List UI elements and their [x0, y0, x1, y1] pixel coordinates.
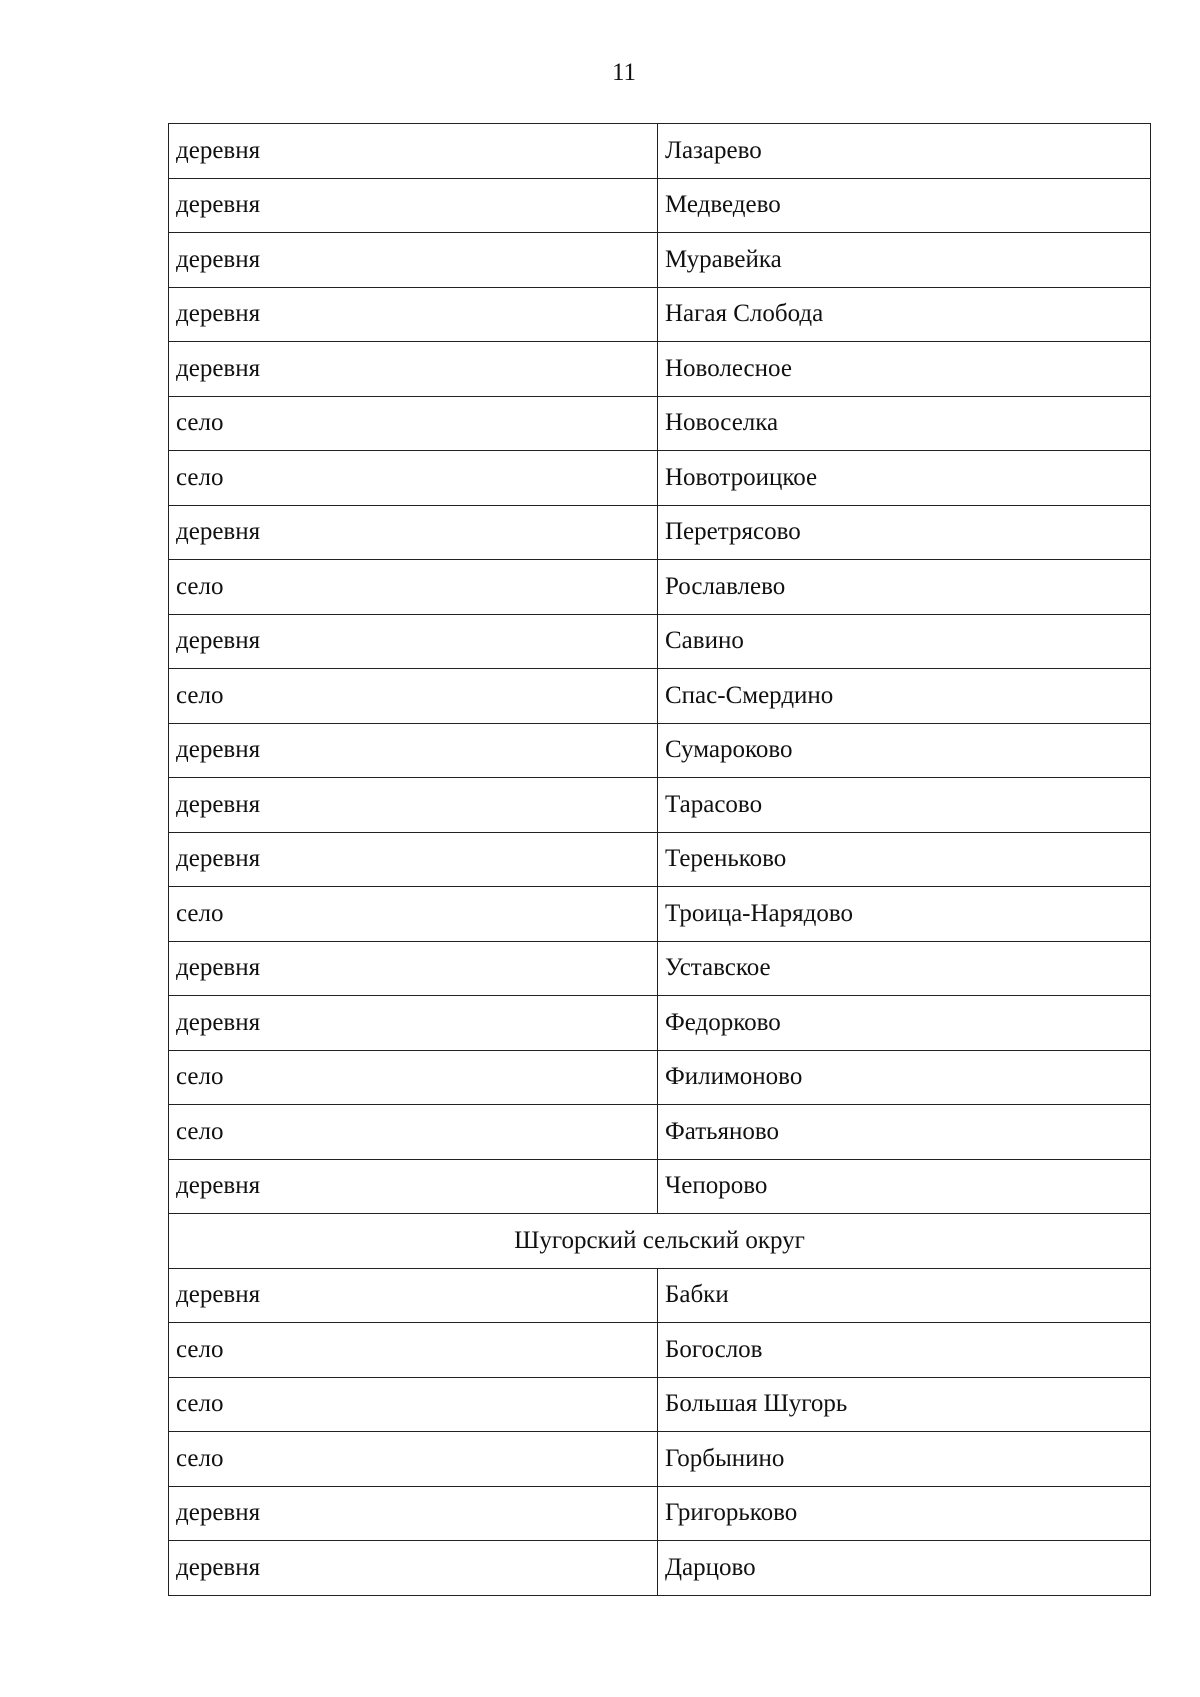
settlement-type-cell: деревня [169, 1541, 658, 1596]
settlement-type-cell: деревня [169, 1159, 658, 1214]
settlement-name-cell: Сумароково [658, 723, 1151, 778]
settlement-type-cell: село [169, 1050, 658, 1105]
settlement-type-cell: деревня [169, 832, 658, 887]
settlement-type-cell: село [169, 669, 658, 724]
table-row [169, 451, 1151, 506]
settlement-type-cell: деревня [169, 233, 658, 288]
settlement-name-cell: Рославлево [658, 560, 1151, 615]
table-row [169, 778, 1151, 833]
table-row [169, 723, 1151, 778]
settlement-type-cell: село [169, 560, 658, 615]
settlement-type-cell: деревня [169, 505, 658, 560]
settlement-name-cell: Филимоново [658, 1050, 1151, 1105]
settlement-type-cell: село [169, 1377, 658, 1432]
table-row [169, 178, 1151, 233]
table-row [169, 505, 1151, 560]
table-row [169, 614, 1151, 669]
page-number: 11 [611, 59, 637, 86]
settlement-type-cell: деревня [169, 778, 658, 833]
settlement-name-cell: Новоселка [658, 396, 1151, 451]
settlement-name-cell: Новотроицкое [658, 451, 1151, 506]
table-row [169, 832, 1151, 887]
settlement-name-cell: Лазарево [658, 124, 1151, 179]
settlement-name-cell: Савино [658, 614, 1151, 669]
table-row [169, 1432, 1151, 1487]
table-row [169, 396, 1151, 451]
settlement-name-cell: Дарцово [658, 1541, 1151, 1596]
settlement-type-cell: деревня [169, 124, 658, 179]
settlement-type-cell: село [169, 1323, 658, 1378]
settlement-type-cell: деревня [169, 941, 658, 996]
table-row [169, 560, 1151, 615]
settlement-name-cell: Григорьково [658, 1486, 1151, 1541]
table-row [169, 996, 1151, 1051]
settlement-name-cell: Новолесное [658, 342, 1151, 397]
settlement-type-cell: деревня [169, 1486, 658, 1541]
table-row [169, 1486, 1151, 1541]
table-row [169, 669, 1151, 724]
settlement-name-cell: Федорково [658, 996, 1151, 1051]
settlement-name-cell: Уставское [658, 941, 1151, 996]
settlement-type-cell: село [169, 887, 658, 942]
settlement-name-cell: Муравейка [658, 233, 1151, 288]
settlement-type-cell: деревня [169, 996, 658, 1051]
section-title: Шугорский сельский округ [169, 1214, 1151, 1269]
table-row [169, 1050, 1151, 1105]
settlements-table [168, 123, 1151, 1596]
settlement-name-cell: Троица-Нарядово [658, 887, 1151, 942]
section-header-row [169, 1214, 1151, 1269]
table-row [169, 1268, 1151, 1323]
table-row [169, 1105, 1151, 1160]
settlement-name-cell: Тарасово [658, 778, 1151, 833]
settlement-type-cell: деревня [169, 1268, 658, 1323]
settlement-name-cell: Тереньково [658, 832, 1151, 887]
settlement-name-cell: Нагая Слобода [658, 287, 1151, 342]
table-row [169, 124, 1151, 179]
settlement-name-cell: Спас-Смердино [658, 669, 1151, 724]
settlement-type-cell: село [169, 451, 658, 506]
table-row [169, 233, 1151, 288]
settlement-name-cell: Фатьяново [658, 1105, 1151, 1160]
table-row [169, 342, 1151, 397]
settlement-type-cell: деревня [169, 723, 658, 778]
settlement-type-cell: деревня [169, 178, 658, 233]
table-row [169, 287, 1151, 342]
settlement-type-cell: село [169, 1105, 658, 1160]
settlement-type-cell: село [169, 396, 658, 451]
settlement-type-cell: деревня [169, 614, 658, 669]
settlement-name-cell: Медведево [658, 178, 1151, 233]
settlements-table-body [169, 124, 1151, 1596]
table-row [169, 1159, 1151, 1214]
settlement-name-cell: Богослов [658, 1323, 1151, 1378]
table-row [169, 887, 1151, 942]
settlement-type-cell: деревня [169, 342, 658, 397]
table-row [169, 1323, 1151, 1378]
settlement-type-cell: село [169, 1432, 658, 1487]
settlement-name-cell: Бабки [658, 1268, 1151, 1323]
settlement-type-cell: деревня [169, 287, 658, 342]
settlement-name-cell: Горбынино [658, 1432, 1151, 1487]
table-row [169, 1377, 1151, 1432]
settlement-name-cell: Перетрясово [658, 505, 1151, 560]
table-row [169, 1541, 1151, 1596]
settlement-name-cell: Чепорово [658, 1159, 1151, 1214]
settlement-name-cell: Большая Шугорь [658, 1377, 1151, 1432]
table-row [169, 941, 1151, 996]
